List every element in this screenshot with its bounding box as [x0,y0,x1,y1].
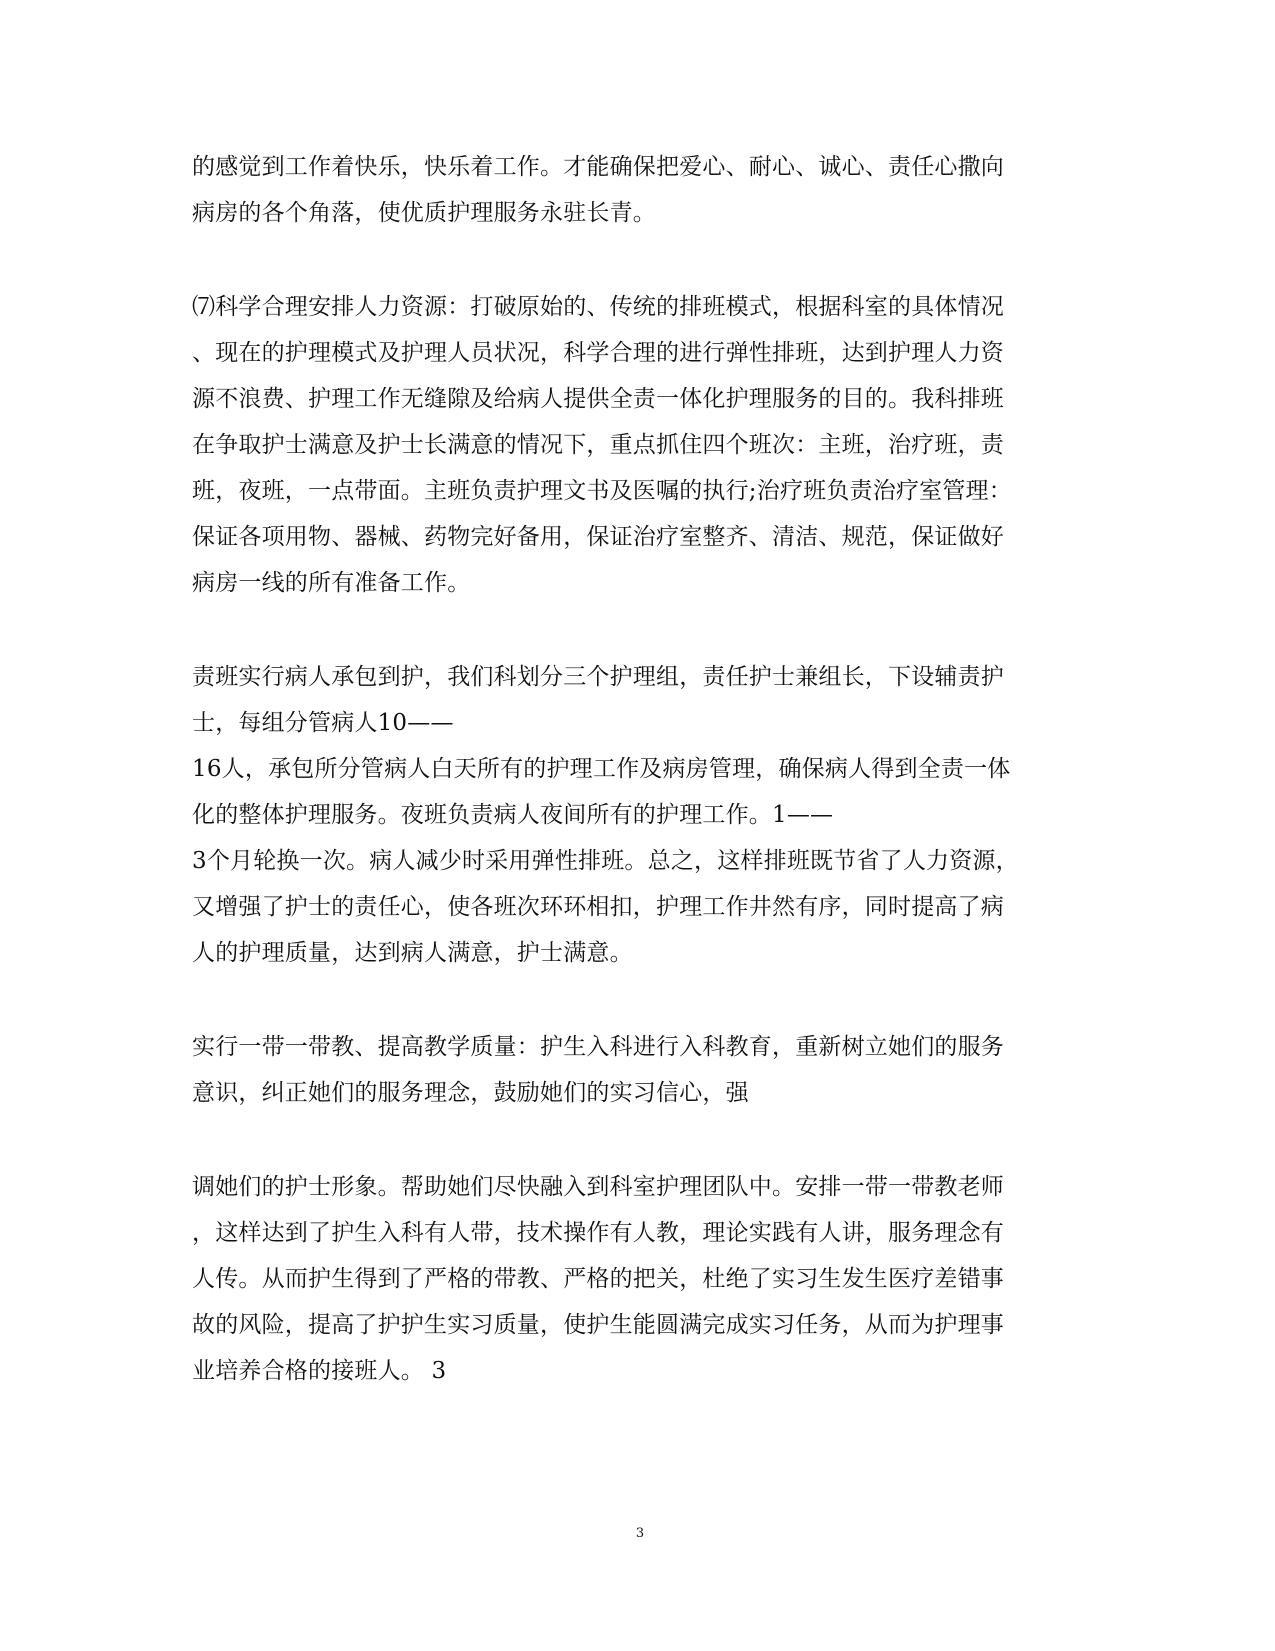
paragraph-3-line-4: 化的整体护理服务。夜班负责病人夜间所有的护理工作。1—— [192,802,834,828]
paragraph-5-line-4: 故的风险，提高了护护生实习质量，使护生能圆满完成实习任务，从而为护理事 [192,1312,1004,1338]
paragraph-1-line-1: 的感觉到工作着快乐，快乐着工作。才能确保把爱心、耐心、诚心、责任心撒向 [192,154,1004,180]
paragraph-4-line-1: 实行一带一带教、提高教学质量：护生入科进行入科教育，重新树立她们的服务 [192,1034,1004,1060]
paragraph-5-line-2: ，这样达到了护生入科有人带，技术操作有人教，理论实践有人讲，服务理念有 [192,1220,1004,1246]
paragraph-3-line-6: 又增强了护士的责任心，使各班次环环相扣，护理工作井然有序，同时提高了病 [192,894,1004,920]
paragraph-5-line-1: 调她们的护士形象。帮助她们尽快融入到科室护理团队中。安排一带一带教老师 [192,1174,1004,1200]
paragraph-2-line-2: 、现在的护理模式及护理人员状况，科学合理的进行弹性排班，达到护理人力资 [192,340,1004,366]
paragraph-3-line-5: 3个月轮换一次。病人减少时采用弹性排班。总之，这样排班既节省了人力资源， [192,848,1019,874]
paragraph-2-line-6: 保证各项用物、器械、药物完好备用，保证治疗室整齐、清洁、规范，保证做好 [192,524,1004,550]
paragraph-3-line-1: 责班实行病人承包到护，我们科划分三个护理组，责任护士兼组长，下设辅责护 [192,664,1004,690]
paragraph-5-line-5: 业培养合格的接班人。 3 [192,1358,447,1384]
page-number: 3 [635,1526,645,1541]
paragraph-3-line-3: 16人，承包所分管病人白天所有的护理工作及病房管理，确保病人得到全责一体 [192,756,1011,782]
paragraph-5-line-3: 人传。从而护生得到了严格的带教、严格的把关，杜绝了实习生发生医疗差错事 [192,1266,1004,1292]
paragraph-1-line-2: 病房的各个角落，使优质护理服务永驻长青。 [192,200,656,226]
paragraph-3-line-2: 士，每组分管病人10—— [192,710,454,736]
paragraph-3-line-7: 人的护理质量，达到病人满意，护士满意。 [192,940,633,966]
paragraph-2-line-7: 病房一线的所有准备工作。 [192,570,471,596]
paragraph-2-line-5: 班，夜班，一点带面。主班负责护理文书及医嘱的执行;治疗班负责治疗室管理： [192,478,1012,504]
paragraph-2-line-4: 在争取护士满意及护士长满意的情况下，重点抓住四个班次：主班，治疗班，责 [192,432,1004,458]
paragraph-2-line-3: 源不浪费、护理工作无缝隙及给病人提供全责一体化护理服务的目的。我科排班 [192,386,1004,412]
paragraph-4-line-2: 意识，纠正她们的服务理念，鼓励她们的实习信心，强 [192,1080,749,1106]
paragraph-2-line-1: ⑺科学合理安排人力资源：打破原始的、传统的排班模式，根据科室的具体情况 [192,294,1004,320]
